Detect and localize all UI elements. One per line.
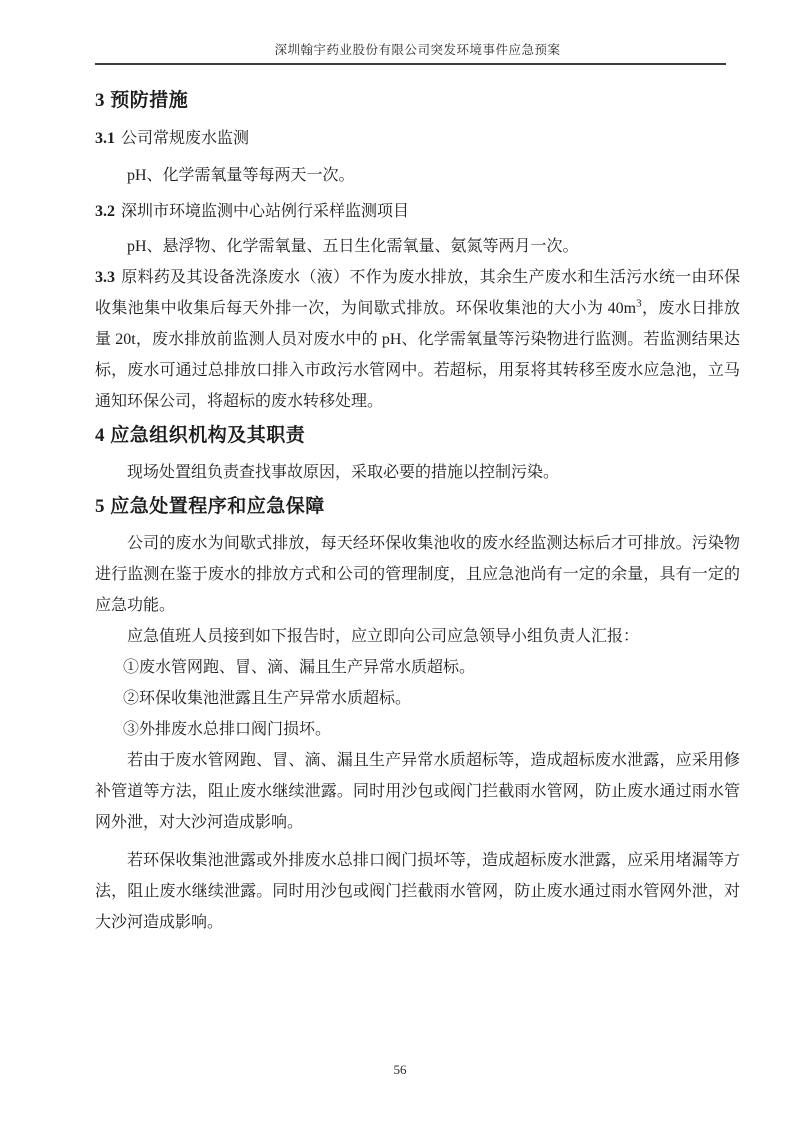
- section-3-3-superscript: 3: [636, 297, 642, 310]
- section-5-paragraph-3: 若由于废水管网跑、冒、滴、漏且生产异常水质超标等，造成超标废水泄露，应采用修补管道等方法，阻止废水继续泄露。同时用沙包或阀门拦截雨水管网，防止废水通过雨水管网外泄，对大沙河造成影响。: [95, 752, 740, 831]
- section-3-3-paragraph: [95, 262, 740, 417]
- document-content: [95, 84, 740, 938]
- section-3-1-heading: [95, 124, 740, 154]
- section-3-2-heading: [95, 197, 740, 227]
- report-condition-item-2: ②环保收集池泄露且生产异常水质超标。: [123, 690, 412, 707]
- section-4-heading: 4 应急组织机构及其职责: [95, 425, 306, 446]
- report-condition-item-3: ③外排废水总排口阀门损坏。: [123, 721, 332, 738]
- section-3-1-body: pH、化学需氧量等每两天一次。: [127, 167, 355, 184]
- header-rule: [95, 63, 726, 65]
- section-3-3-text-before-sup: 原料药及其设备洗涤废水（液）不作为废水排放，其余生产废水和生活污水统一由环保收集池集中收集后每天外排一次，为间歇式排放。环保收集池的大小为 40m: [95, 269, 740, 317]
- section-3-2-body: pH、悬浮物、化学需氧量、五日生化需氧量、氨氮等两月一次。: [127, 238, 579, 255]
- report-condition-item-1: ①废水管网跑、冒、滴、漏且生产异常水质超标。: [123, 659, 476, 676]
- section-5-paragraph-1: 公司的废水为间歇式排放，每天经环保收集池收的废水经监测达标后才可排放。污染物进行监测在鉴于废水的排放方式和公司的管理制度，且应急池尚有一定的余量，具有一定的应急功能。: [95, 535, 740, 614]
- section-3-2-number: 3.2: [95, 203, 115, 220]
- section-3-heading: 3 预防措施: [95, 90, 189, 111]
- section-5-paragraph-2: 应急值班人员接到如下报告时，应立即向公司应急领导小组负责人汇报：: [127, 628, 640, 645]
- section-3-3-text-after-sup: ，废水日排放量 20t，废水排放前监测人员对废水中的 pH、化学需氧量等污染物进行监测。若监测结果达标，废水可通过总排放口排入市政污水管网中。若超标，用泵将其转移至废水应急池，立马通知环保公司，将超标的废水转移处理。: [95, 300, 740, 410]
- section-3-2-title: 深圳市环境监测中心站例行采样监测项目: [121, 203, 410, 220]
- section-5-heading: 5 应急处置程序和应急保障: [95, 496, 325, 517]
- section-4-paragraph: 现场处置组负责查找事故原因，采取必要的措施以控制污染。: [127, 464, 560, 481]
- section-3-3-number: 3.3: [95, 269, 115, 286]
- page-number: 56: [393, 1062, 407, 1077]
- section-5-paragraph-4: 若环保收集池泄露或外排废水总排口阀门损坏等，造成超标废水泄露，应采用堵漏等方法，阻止废水继续泄露。同时用沙包或阀门拦截雨水管网，防止废水通过雨水管网外泄，对大沙河造成影响。: [95, 852, 740, 931]
- section-3-1-number: 3.1: [95, 130, 115, 147]
- section-3-1-title: 公司常规废水监测: [121, 130, 250, 147]
- page-header-title: 深圳翰宇药业股份有限公司突发环境事件应急预案: [274, 43, 561, 57]
